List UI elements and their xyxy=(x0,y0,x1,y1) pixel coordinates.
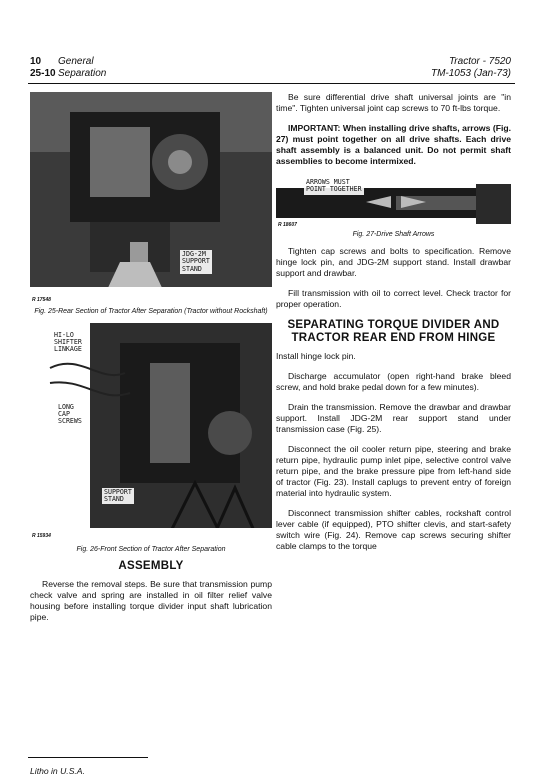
para-fill: Fill transmission with oil to correct level. Check tractor for proper operation. xyxy=(276,287,511,309)
para-universal-joints: Be sure differential drive shaft universal joints are "in time". Tighten universal joint cap screws to 70 ft-lbs torque. xyxy=(276,92,511,113)
fig27-photo xyxy=(276,176,511,228)
fig26-ref: R 15934 xyxy=(32,532,51,539)
assembly-heading: ASSEMBLY xyxy=(118,560,184,572)
page-number: 10 xyxy=(30,56,42,67)
para-tighten: Tighten cap screws and bolts to specification. Remove hinge lock pin, and JDG-2M support stand. Install drawbar support and drawbar. xyxy=(276,245,511,278)
right-column xyxy=(276,92,511,561)
para-disconnect-pipes: Disconnect the oil cooler return pipe, steering and brake return pipe, hydraulic pump inlet pipe, selective control valve return pipe, and the brake pressure pipe from left-hand side of tractor (Fig. 23). Install caplugs to prevent entry of foreign material into hydraulic system. xyxy=(276,443,511,498)
fig26-label-hilo: HI-LO SHIFTER LINKAGE xyxy=(54,330,82,354)
important-note: IMPORTANT: When installing drive shafts, arrows (Fig. 27) must point together on all drive shafts. Each drive shaft assembly is a balanced unit. Do not permit shaft assemblies to become intermixed. xyxy=(276,123,511,166)
section-title: General xyxy=(58,56,94,67)
left-column xyxy=(30,92,272,632)
fig25-caption: Fig. 25-Rear Section of Tractor After Separation (Tractor without Rockshaft) xyxy=(34,308,268,315)
header-rule xyxy=(28,83,515,84)
page-header-right xyxy=(431,56,511,80)
page-header-left xyxy=(30,56,106,80)
fig27-caption: Fig. 27-Drive Shaft Arrows xyxy=(352,231,435,238)
separating-heading: SEPARATING TORQUE DIVIDER AND TRACTOR REAR END FROM HINGE xyxy=(287,318,500,344)
fig26-label-support: SUPPORT STAND xyxy=(104,487,132,503)
fig25-drawing xyxy=(30,92,272,305)
section-number: 25-10 xyxy=(30,68,56,79)
fig25-ref: R 17548 xyxy=(32,297,51,303)
para-accumulator: Discharge accumulator (open right-hand brake bleed screw, and hold brake pedal down for a few minutes). xyxy=(276,370,511,392)
fig26-caption: Fig. 26-Front Section of Tractor After Separation xyxy=(76,545,226,553)
subsection-title: Separation xyxy=(58,68,107,79)
footer-rule xyxy=(28,757,148,758)
assembly-text: Reverse the removal steps. Be sure that transmission pump check valve and spring are installed in oil filter relief valve housing before installing torque divider input shaft lubrication pipe. xyxy=(30,579,272,622)
para-disconnect-cables: Disconnect transmission shifter cables, rockshaft control lever cable (if equipped), PTO shifter clevis, and start-safety switch wire (Fig. 24). Remove cap screws securing shifter cable clamps to the torque xyxy=(276,507,511,551)
para-drain: Drain the transmission. Remove the drawbar and drawbar support. Install JDG-2M rear support stand under transmission case (Fig. 25). xyxy=(276,401,511,434)
fig25-label: JDG-2M SUPPORT STAND xyxy=(182,250,210,273)
fig27-label: ARROWS MUST POINT TOGETHER xyxy=(306,178,362,194)
fig25-photo xyxy=(30,92,272,305)
model-name: Tractor - 7520 xyxy=(448,56,511,67)
fig27-ref: R 18607 xyxy=(278,222,297,228)
fig26-drawing xyxy=(30,323,272,543)
para-hinge-pin: Install hinge lock pin. xyxy=(276,350,356,361)
footer-litho: Litho in U.S.A. xyxy=(30,766,85,776)
fig26-photo xyxy=(30,323,272,543)
manual-id: TM-1053 (Jan-73) xyxy=(430,68,511,79)
fig26-label-long: LONG CAP SCREWS xyxy=(58,402,82,426)
